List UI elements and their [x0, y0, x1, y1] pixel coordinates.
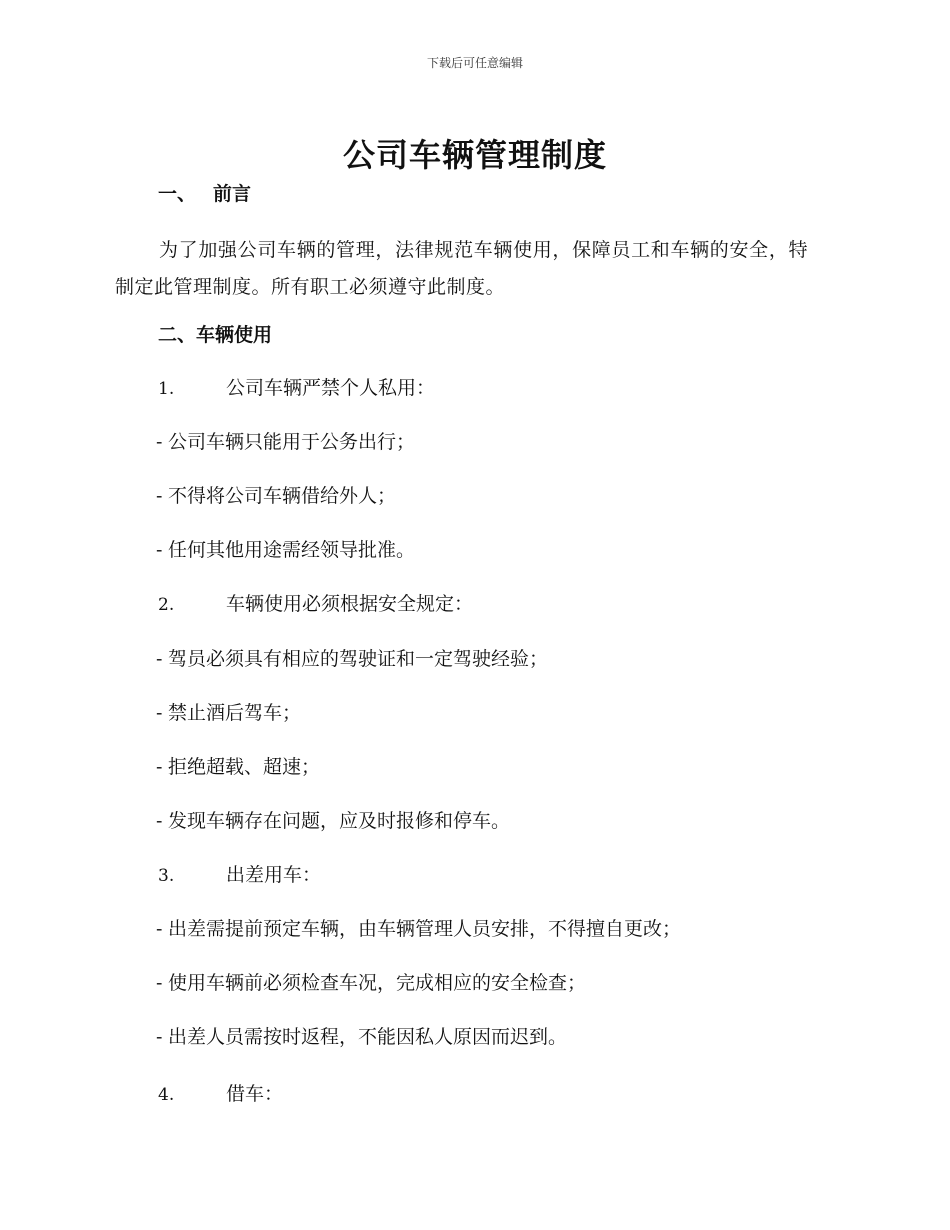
- dash-marker: -: [156, 810, 163, 832]
- bullet-text: 出差需提前预定车辆，由车辆管理人员安排，不得擅自更改；: [168, 918, 682, 940]
- dash-marker: -: [156, 756, 163, 778]
- item-text: 借车：: [226, 1083, 284, 1105]
- dash-marker: -: [156, 539, 163, 561]
- numbered-item: [158, 1081, 283, 1108]
- bullet-item: [156, 808, 510, 834]
- dash-marker: -: [156, 485, 163, 507]
- bullet-item: [156, 483, 396, 509]
- item-number: 2.: [158, 595, 175, 615]
- item-text: 车辆使用必须根据安全规定：: [226, 593, 474, 615]
- bullet-text: 任何其他用途需经领导批准。: [168, 539, 416, 561]
- bullet-text: 不得将公司车辆借给外人；: [168, 485, 397, 507]
- header-note: 下载后可任意编辑: [426, 56, 523, 70]
- bullet-item: [156, 754, 320, 780]
- bullet-item: [156, 700, 301, 726]
- dash-marker: -: [156, 1026, 163, 1048]
- bullet-item: [156, 970, 586, 996]
- bullet-item: [156, 1024, 567, 1050]
- dash-marker: -: [156, 648, 163, 670]
- numbered-item: [158, 375, 435, 402]
- section-heading-number: 一、: [158, 183, 197, 205]
- dash-marker: -: [156, 972, 163, 994]
- preface-paragraph: 为了加强公司车辆的管理，法律规范车辆使用，保障员工和车辆的安全，特制定此管理制度。所有职工必须遵守此制度。: [115, 239, 808, 298]
- document-title: 公司车辆管理制度: [342, 136, 607, 174]
- dash-marker: -: [156, 702, 163, 724]
- section-heading-preface: [158, 181, 251, 207]
- bullet-text: 拒绝超载、超速；: [168, 756, 321, 778]
- numbered-item: [158, 862, 321, 889]
- bullet-text: 禁止酒后驾车；: [168, 702, 302, 724]
- bullet-text: 发现车辆存在问题，应及时报修和停车。: [168, 810, 511, 832]
- bullet-item: [156, 537, 415, 563]
- bullet-text: 使用车辆前必须检查车况，完成相应的安全检查；: [168, 972, 587, 994]
- bullet-item: [156, 916, 681, 942]
- item-number: 1.: [158, 379, 175, 399]
- item-number: 4.: [158, 1085, 175, 1105]
- dash-marker: -: [156, 431, 163, 453]
- numbered-item: [158, 591, 473, 618]
- item-text: 出差用车：: [226, 864, 322, 886]
- bullet-item: [156, 646, 548, 672]
- bullet-item: [156, 429, 415, 455]
- section-heading-text: 前言: [213, 183, 252, 205]
- section-heading-vehicle-use: 二、车辆使用: [158, 324, 273, 346]
- bullet-text: 公司车辆只能用于公务出行；: [168, 431, 416, 453]
- item-number: 3.: [158, 866, 175, 886]
- item-text: 公司车辆严禁个人私用：: [226, 377, 436, 399]
- bullet-text: 驾员必须具有相应的驾驶证和一定驾驶经验；: [168, 648, 549, 670]
- dash-marker: -: [156, 918, 163, 940]
- bullet-text: 出差人员需按时返程，不能因私人原因而迟到。: [168, 1026, 568, 1048]
